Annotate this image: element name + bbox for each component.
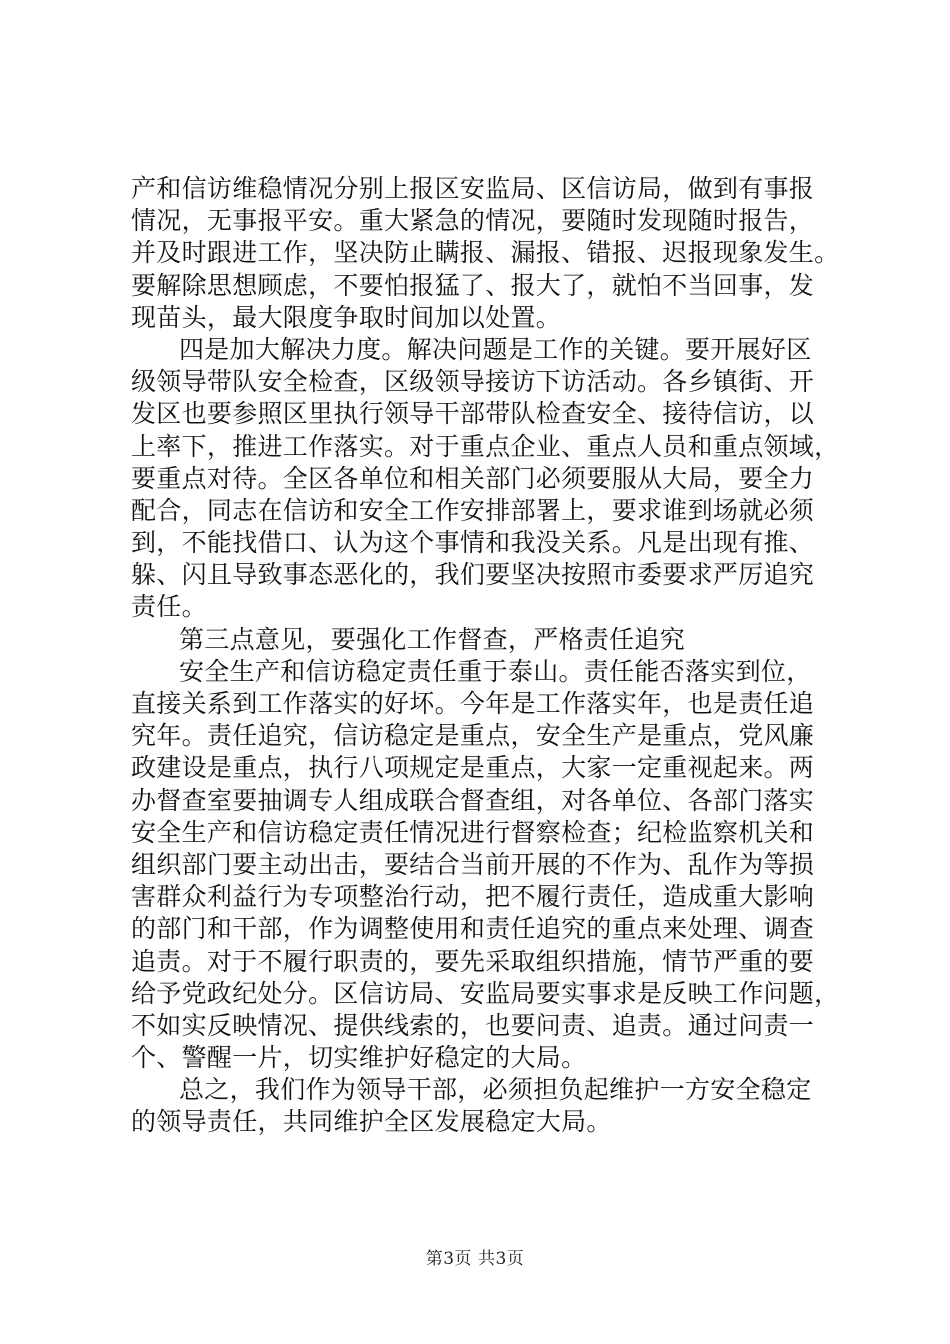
text-line: 的部门和干部，作为调整使用和责任追究的重点来处理、调查 bbox=[131, 914, 815, 944]
page-number-footer: 第3页 共3页 bbox=[425, 1249, 525, 1269]
text-line: 追责。对于不履行职责的，要先采取组织措施，情节严重的要 bbox=[131, 946, 815, 976]
text-line: 究年。责任追究，信访稳定是重点，安全生产是重点，党风廉 bbox=[131, 721, 815, 751]
text-line: 害群众利益行为专项整治行动，把不履行责任，造成重大影响 bbox=[131, 882, 815, 912]
text-line: 到，不能找借口、认为这个事情和我没关系。凡是出现有推、 bbox=[131, 528, 815, 558]
text-line: 个、警醒一片，切实维护好稳定的大局。 bbox=[131, 1043, 587, 1073]
text-line: 上率下，推进工作落实。对于重点企业、重点人员和重点领域， bbox=[131, 431, 840, 461]
text-line: 的领导责任，共同维护全区发展稳定大局。 bbox=[131, 1107, 612, 1137]
text-line: 产和信访维稳情况分别上报区安监局、区信访局，做到有事报 bbox=[131, 174, 815, 203]
text-line: 躲、闪且导致事态恶化的，我们要坚决按照市委要求严厉追究 bbox=[131, 560, 815, 590]
text-line: 要解除思想顾虑，不要怕报猛了、报大了，就怕不当回事，发 bbox=[131, 270, 815, 300]
text-line: 责任。 bbox=[131, 592, 207, 622]
text-line: 要重点对待。全区各单位和相关部门必须要服从大局，要全力 bbox=[131, 463, 815, 493]
text-line: 给予党政纪处分。区信访局、安监局要实事求是反映工作问题， bbox=[131, 978, 840, 1008]
text-line: 组织部门要主动出击，要结合当前开展的不作为、乱作为等损 bbox=[131, 849, 815, 879]
text-line: 办督查室要抽调专人组成联合督查组，对各单位、各部门落实 bbox=[131, 785, 815, 815]
text-line: 不如实反映情况、提供线索的，也要问责、追责。通过问责一 bbox=[131, 1010, 815, 1040]
text-line: 直接关系到工作落实的好坏。今年是工作落实年，也是责任追 bbox=[131, 689, 815, 718]
text-line: 现苗头，最大限度争取时间加以处置。 bbox=[131, 302, 562, 332]
section-heading: 第三点意见，要强化工作督查，严格责任追究 bbox=[179, 624, 686, 654]
text-line: 配合，同志在信访和安全工作安排部署上，要求谁到场就必须 bbox=[131, 495, 815, 525]
text-line: 政建设是重点，执行八项规定是重点，大家一定重视起来。两 bbox=[131, 753, 815, 783]
paragraph-start-line: 安全生产和信访稳定责任重于泰山。责任能否落实到位， bbox=[179, 656, 812, 686]
text-line: 情况，无事报平安。重大紧急的情况，要随时发现随时报告， bbox=[131, 206, 815, 236]
text-line: 并及时跟进工作，坚决防止瞒报、漏报、错报、迟报现象发生。 bbox=[131, 238, 840, 268]
text-line: 发区也要参照区里执行领导干部带队检查安全、接待信访，以 bbox=[131, 399, 815, 429]
document-body bbox=[131, 173, 840, 1139]
text-line: 级领导带队安全检查，区级领导接访下访活动。各乡镇街、开 bbox=[131, 367, 815, 397]
paragraph-start-line: 总之，我们作为领导干部，必须担负起维护一方安全稳定 bbox=[179, 1075, 812, 1105]
paragraph-start-line: 四是加大解决力度。解决问题是工作的关键。要开展好区 bbox=[179, 334, 812, 364]
text-line: 安全生产和信访稳定责任情况进行督察检查；纪检监察机关和 bbox=[131, 817, 815, 847]
